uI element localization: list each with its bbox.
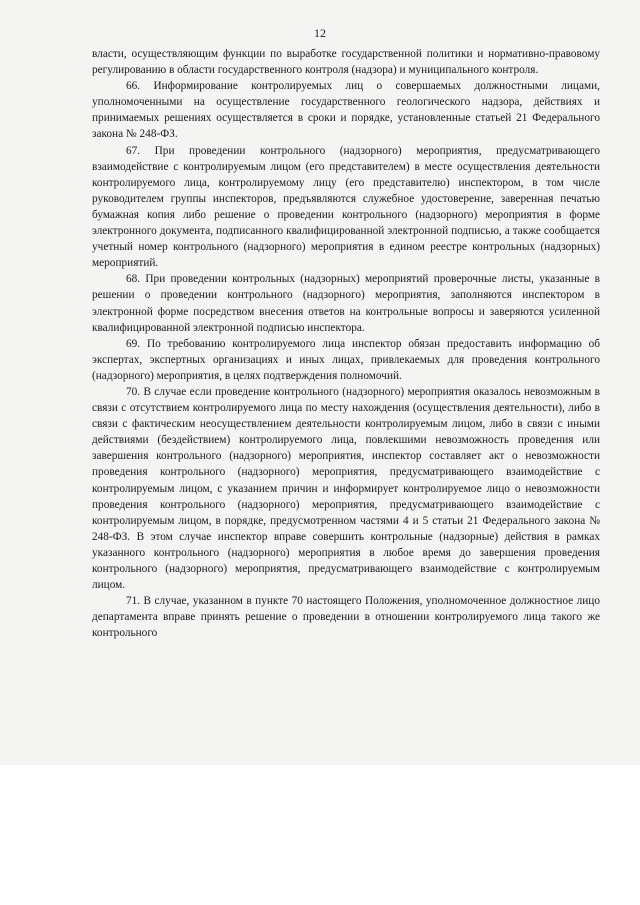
paragraph-66: 66. Информирование контролируемых лиц о совершаемых должностными лицами, уполномоченными на осуществление государственного геологического надзора, действиях и принимаемых решениях осуществляется в сроки и порядке, установленные статьей 21 Федерального закона № 248-ФЗ. [92, 80, 600, 141]
paragraph-continuation: власти, осуществляющим функции по выработке государственной политики и нормативно-правовому регулированию в области государственного контроля (надзора) и муниципального контроля. [92, 48, 600, 77]
page-number: 12 [314, 26, 326, 40]
paragraph-71: 71. В случае, указанном в пункте 70 настоящего Положения, уполномоченное должностное лицо департамента вправе принять решение о проведении в отношении контролируемого лица такого же контрольного [92, 595, 600, 640]
paragraph-70: 70. В случае если проведение контрольного (надзорного) мероприятия оказалось невозможным в связи с отсутствием контролируемого лица по месту нахождения (осуществления деятельности), либо в связи с фактическим неосуществлением деятельности контролируемым лицом, либо в связи с иными действиями (бездействием) контролируемого лица, повлекшими невозможность проведения или завершения контрольного (надзорного) мероприятия, инспектор составляет акт о невозможности проведения контрольного (надзорного) мероприятия, предусматривающего взаимодействие с контролируемым лицом, с указанием причин и информирует контролируемое лицо о невозможности проведения контрольного (надзорного) мероприятия, предусматривающего взаимодействие с контролируемым лицом, в порядке, предусмотренном частями 4 и 5 статьи 21 Федерального закона № 248-ФЗ. В этом случае инспектор вправе совершить контрольные (надзорные) действия в рамках указанного контрольного (надзорного) мероприятия в любое время до завершения проведения контрольного (надзорного) мероприятия, предусматривающего взаимодействие с контролируемым лицом. [92, 385, 600, 592]
document-body [92, 46, 600, 641]
paragraph-69: 69. По требованию контролируемого лица инспектор обязан предоставить информацию об экспертах, экспертных организациях и иных лицах, привлекаемых для проведения контрольного (надзорного) мероприятия, в целях подтверждения полномочий. [92, 337, 600, 382]
paragraph-67: 67. При проведении контрольного (надзорного) мероприятия, предусматривающего взаимодействие с контролируемым лицом (его представителем) в месте осуществления деятельности контролируемого лица, контролируемому лицу (его представителю) инспектором, в том числе руководителем группы инспекторов, предъявляются служебное удостоверение, заверенная печатью бумажная копия либо решение о проведении контрольного (надзорного) мероприятия в форме электронного документа, подписанного квалифицированной электронной подписью, а также сообщается учетный номер контрольного (надзорного) мероприятия в едином реестре контрольных (надзорных) мероприятий. [92, 144, 600, 270]
paragraph-68: 68. При проведении контрольных (надзорных) мероприятий проверочные листы, указанные в решении о проведении контрольного (надзорного) мероприятия, заполняются инспектором в электронной форме посредством внесения ответов на контрольные вопросы и заверяются усиленной квалифицированной электронной подписью инспектора. [92, 273, 600, 334]
blank-margin [0, 765, 640, 905]
